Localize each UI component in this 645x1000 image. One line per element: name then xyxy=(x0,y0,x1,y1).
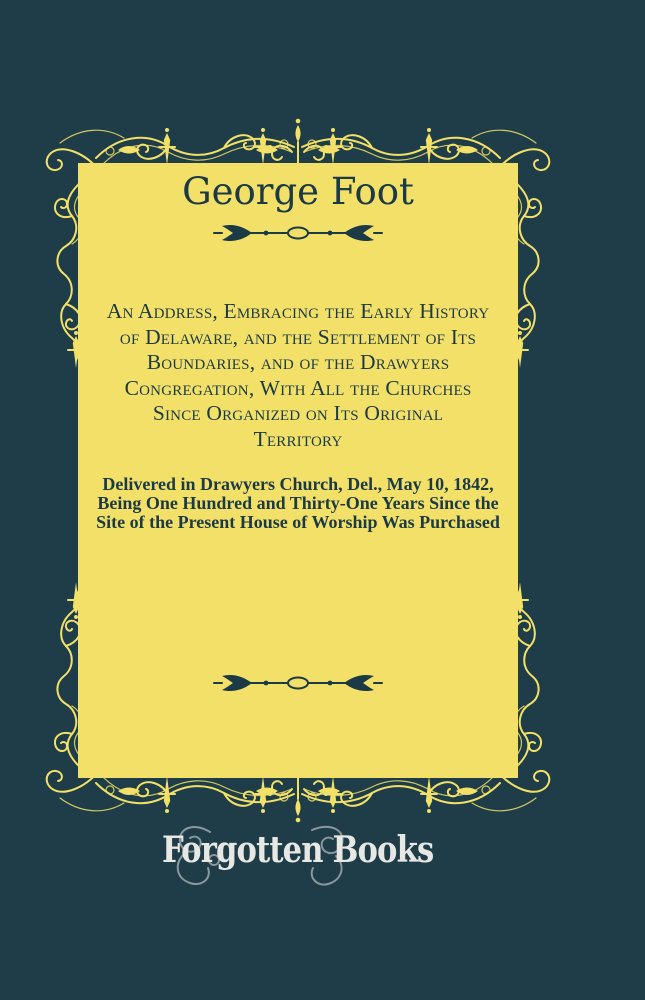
footer-divider-ornament xyxy=(212,671,384,695)
title-line: Boundaries, and of the Drawyers xyxy=(146,350,450,374)
title-line: Since Organized on Its Original xyxy=(152,401,444,425)
subtitle-line: Delivered in Drawyers Church, Del., May 10, 1842, xyxy=(102,474,494,494)
subtitle-line: Being One Hundred and Thirty-One Years Since the xyxy=(97,493,499,513)
title-line: Territory xyxy=(253,426,343,451)
author-name: George Foot xyxy=(182,170,414,213)
author-divider-ornament xyxy=(212,221,384,245)
title-line: An Address, Embracing the Early History xyxy=(106,299,490,323)
title-line: Congregation, With All the Churches xyxy=(124,375,472,400)
book-title xyxy=(86,299,510,452)
publisher-logo-text: Forgotten Books xyxy=(162,829,434,871)
title-line: of Delaware, and the Settlement of Its xyxy=(119,324,477,349)
subtitle-line: Site of the Present House of Worship Was Purchased xyxy=(96,512,500,532)
book-subtitle xyxy=(86,475,510,532)
publisher-logo xyxy=(78,810,518,894)
